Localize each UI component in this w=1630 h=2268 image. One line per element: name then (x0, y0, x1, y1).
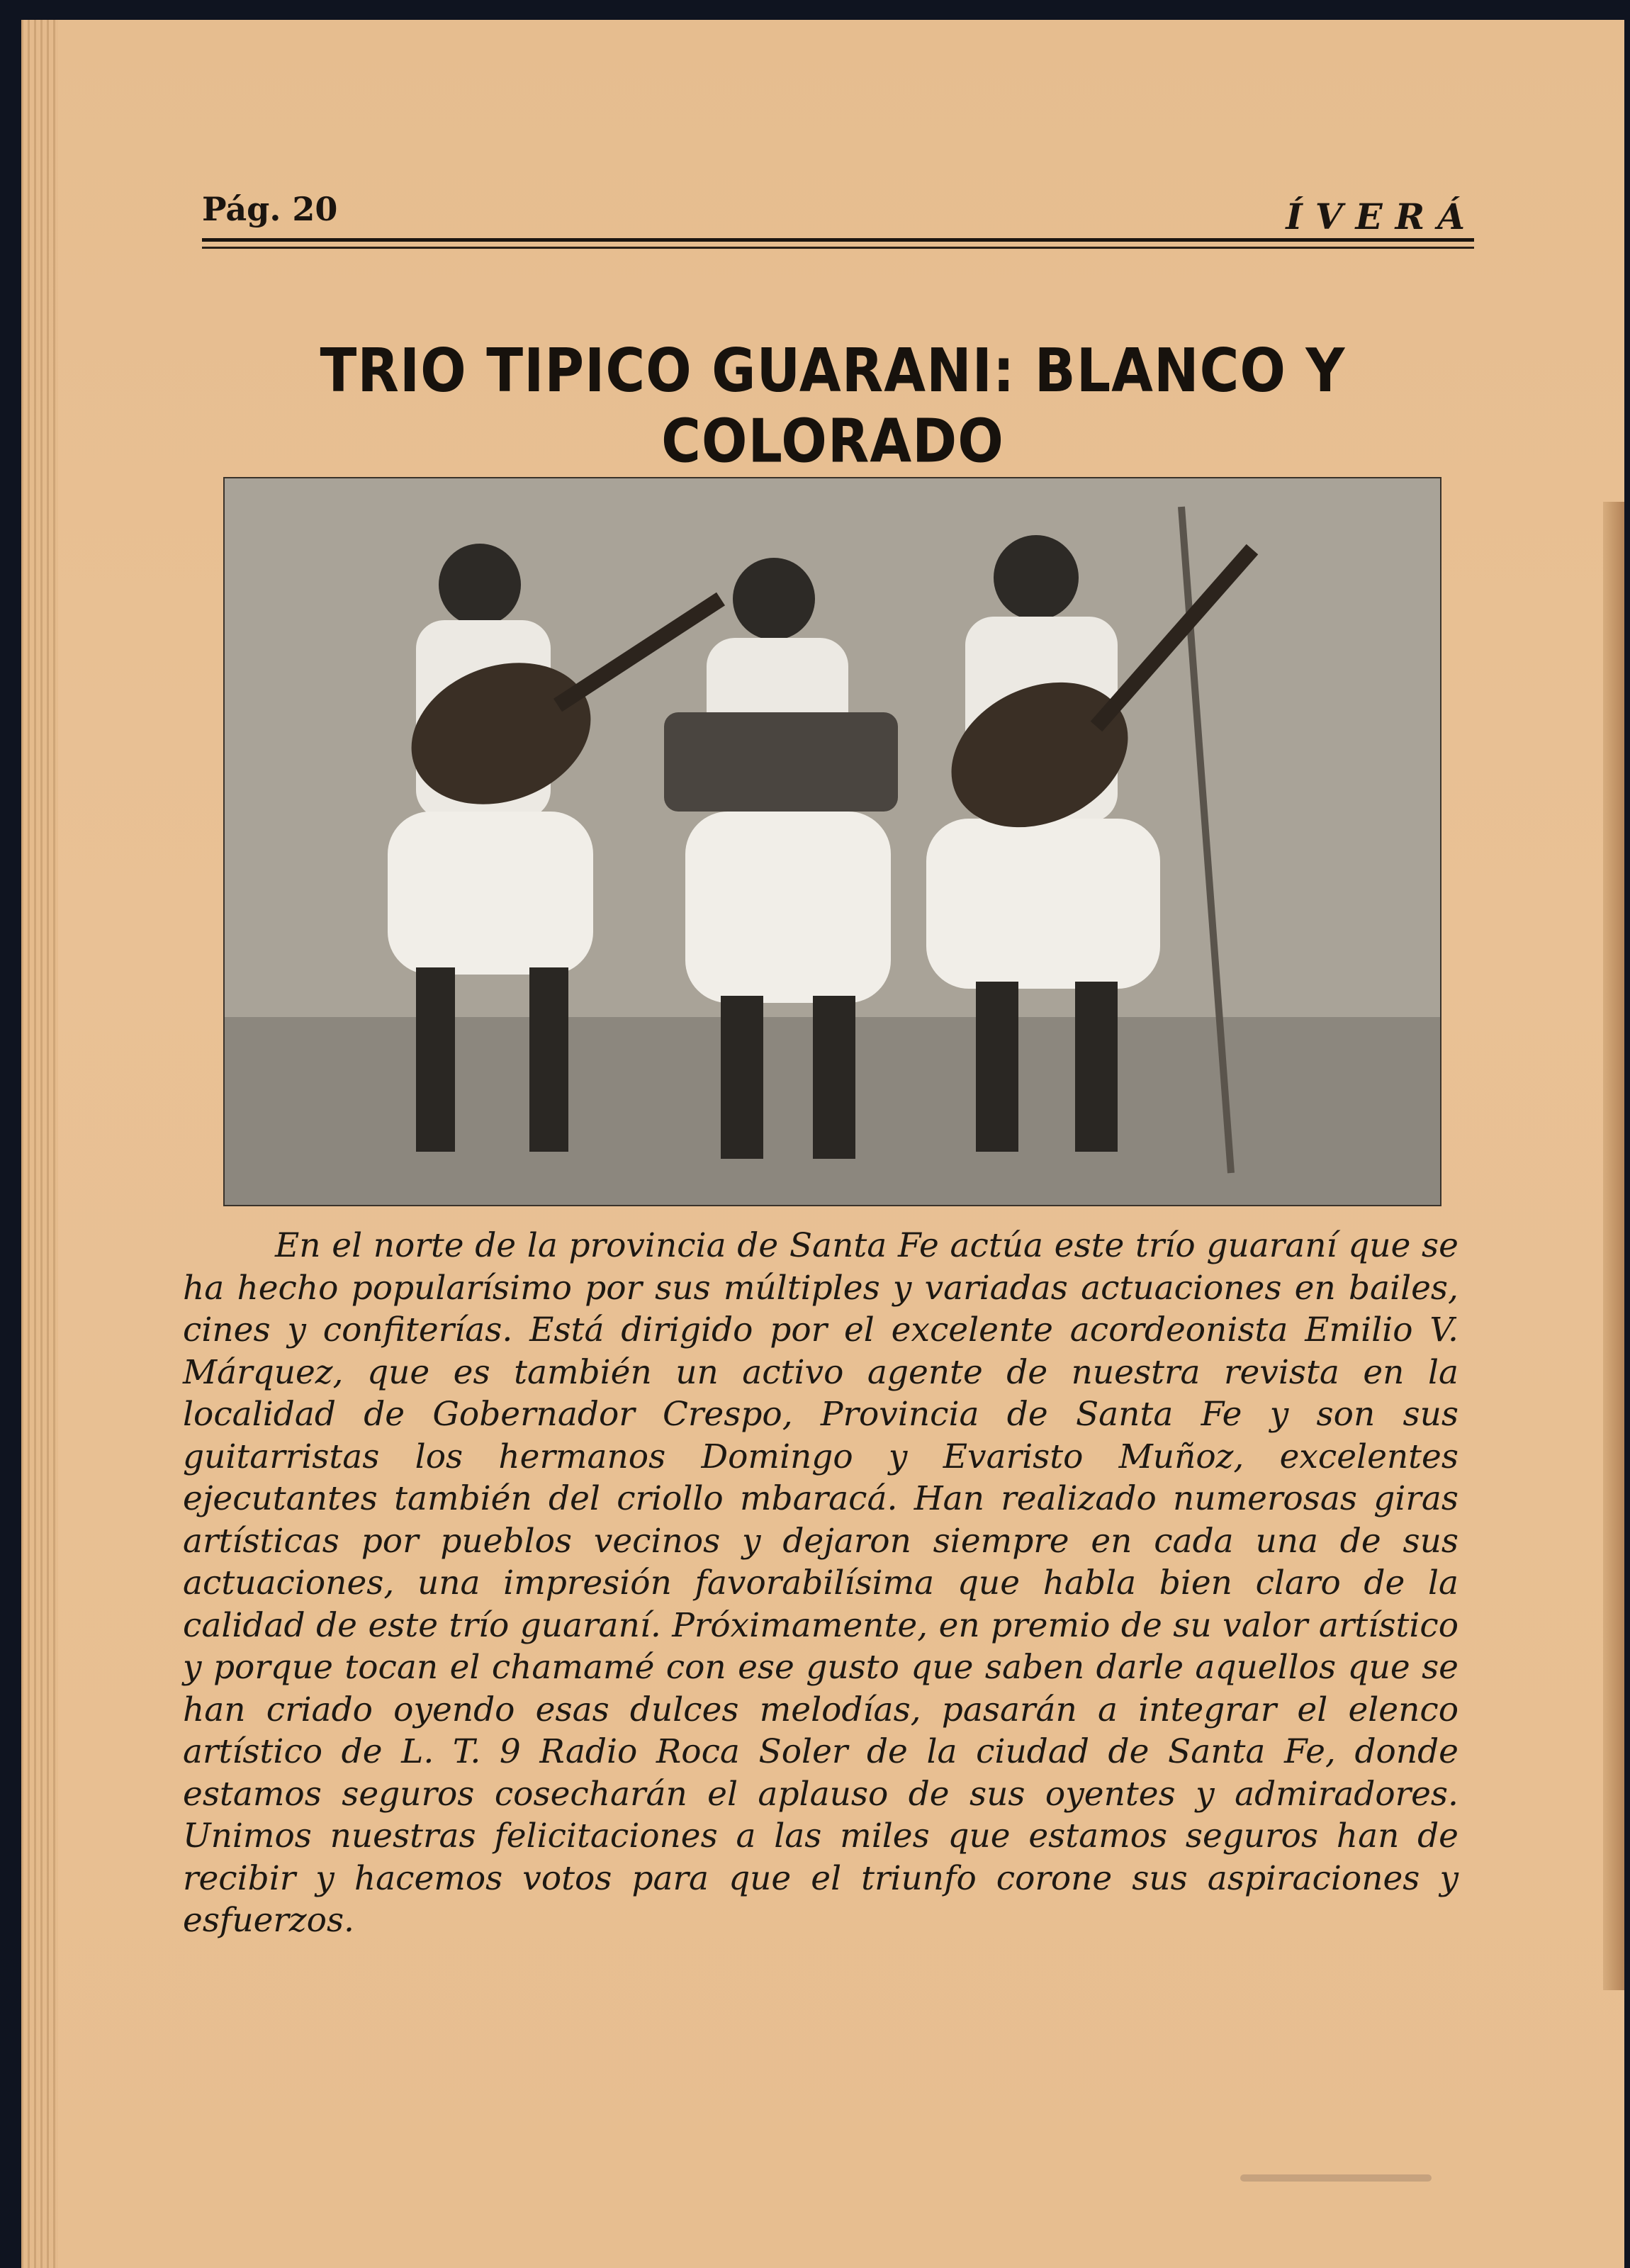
article-headline: TRIO TIPICO GUARANI: BLANCO Y COLORADO (320, 335, 1346, 476)
page-edges (21, 20, 58, 2268)
photo-illustration (225, 478, 1440, 1205)
page-header (181, 190, 1478, 237)
magazine-page (21, 20, 1624, 2268)
print-smudge (1240, 2174, 1432, 2182)
header-rule-thin (202, 247, 1474, 249)
page-number: Pág. 20 (202, 190, 338, 228)
article-body: En el norte de la provincia de Santa Fe actúa este trío guaraní que se ha hecho popularísimo por sus múltiples y variadas actuaciones en bailes, cines y confiterías. Está dirigido por el excelente acordeonista Emilio V. Márquez, que es también un activo agente de nuestra revista en la localidad de Gobernador Crespo, Provincia de Santa Fe y son sus guitarristas los hermanos Domingo y Evaristo Muñoz, excelentes ejecutantes también del criollo mbaracá. Han realizado numerosas giras artísticas por pueblos vecinos y dejaron siempre en cada una de sus actuaciones, una impresión favorabilísima que habla bien claro de la calidad de este trío guaraní. Próximamente, en premio de su valor artístico y porque tocan el chamamé con ese gusto que saben darle aquellos que se han criado oyendo esas dulces melodías, pasarán a integrar el elenco artístico de L. T. 9 Radio Roca Soler de la ciudad de Santa Fe, donde estamos seguros cosecharán el aplauso de sus oyentes y admiradores. Unimos nuestras felicitaciones a las miles que estamos seguros han de recibir y hacemos votos para que el triunfo corone sus aspiraciones y esfuerzos. (183, 1226, 1458, 1940)
header-rule (202, 238, 1474, 242)
trio-musicians-photo (223, 477, 1441, 1206)
magazine-name: ÍVERÁ (1286, 196, 1478, 237)
page-right-edge (1603, 502, 1624, 1990)
